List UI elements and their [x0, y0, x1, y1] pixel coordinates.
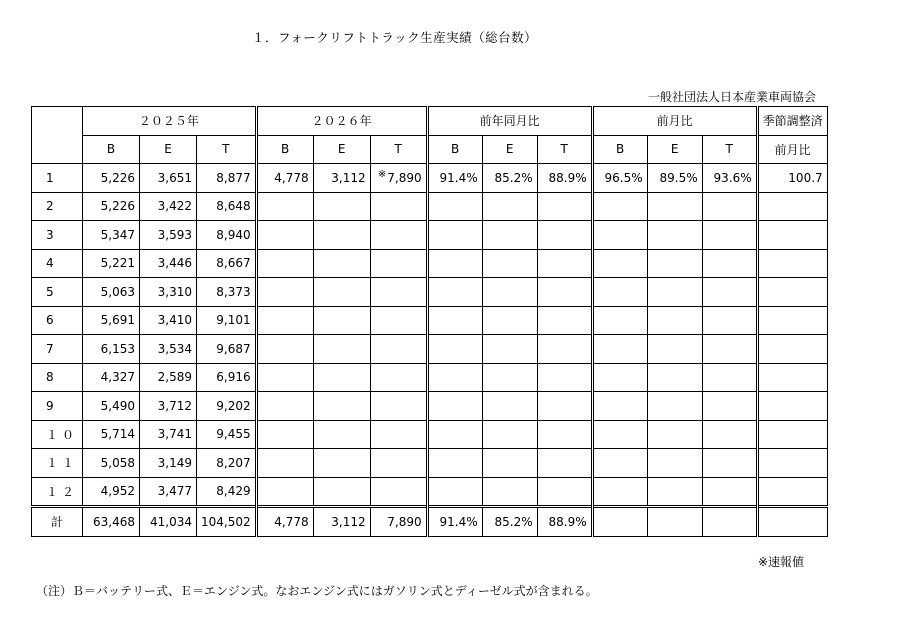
month-header-cell	[32, 107, 83, 164]
table-row	[32, 278, 828, 307]
value-2026-e	[313, 278, 370, 307]
col-header-t: T	[537, 135, 592, 164]
yoy-t	[537, 392, 592, 421]
value-2026-t	[370, 306, 427, 335]
value-2025-b: 4,327	[83, 363, 140, 392]
yoy-b	[427, 306, 482, 335]
col-header-b: B	[427, 135, 482, 164]
yoy-t	[537, 449, 592, 478]
table-row	[32, 192, 828, 221]
seasonal-mom	[757, 363, 827, 392]
value-2026-b	[256, 249, 313, 278]
value-2025-e: 2,589	[140, 363, 197, 392]
value-2025-e: 3,446	[140, 249, 197, 278]
value-2025-t: 8,877	[197, 164, 257, 193]
mom-e	[647, 278, 702, 307]
yoy-b	[427, 335, 482, 364]
mom-t	[702, 392, 757, 421]
mom-e	[647, 363, 702, 392]
mom-e	[647, 221, 702, 250]
value-2025-b: 5,063	[83, 278, 140, 307]
value-2026-b	[256, 278, 313, 307]
col-header-e: E	[647, 135, 702, 164]
month-cell: １０	[32, 420, 83, 449]
value-2026-b	[256, 363, 313, 392]
value-2026-b: 4,778	[256, 164, 313, 193]
value-2025-t: 8,940	[197, 221, 257, 250]
seasonal-mom	[757, 249, 827, 278]
col-header-t: T	[197, 135, 257, 164]
mom-b	[592, 335, 647, 364]
yoy-b	[427, 249, 482, 278]
value-2026-e	[313, 221, 370, 250]
yoy-b	[427, 449, 482, 478]
total-2025-t: 104,502	[197, 507, 257, 537]
yoy-t: 88.9%	[537, 164, 592, 193]
yoy-e	[482, 278, 537, 307]
value-2026-b	[256, 306, 313, 335]
value-2026-b	[256, 477, 313, 507]
yoy-b	[427, 278, 482, 307]
mom-t	[702, 363, 757, 392]
value-2025-e: 3,651	[140, 164, 197, 193]
value-2026-e	[313, 420, 370, 449]
col-header-b: B	[83, 135, 140, 164]
col-header-e: E	[313, 135, 370, 164]
total-mom-t	[702, 507, 757, 537]
mom-t	[702, 335, 757, 364]
value-2026-t	[370, 449, 427, 478]
yoy-e	[482, 449, 537, 478]
value-2025-b: 5,226	[83, 192, 140, 221]
yoy-e	[482, 249, 537, 278]
value-2026-b	[256, 192, 313, 221]
mom-b	[592, 477, 647, 507]
col-header-b: B	[592, 135, 647, 164]
seasonal-mom	[757, 335, 827, 364]
month-cell: 1	[32, 164, 83, 193]
value-2025-b: 5,714	[83, 420, 140, 449]
seasonal-mom	[757, 477, 827, 507]
col-header-t: T	[702, 135, 757, 164]
value-2026-e: 3,112	[313, 164, 370, 193]
seasonal-header-top: 季節調整済	[757, 107, 827, 136]
value-2026-t	[370, 192, 427, 221]
total-mom-b	[592, 507, 647, 537]
yoy-t	[537, 249, 592, 278]
mom-header: 前月比	[592, 107, 757, 136]
table-row	[32, 306, 828, 335]
yoy-t	[537, 278, 592, 307]
month-cell: 4	[32, 249, 83, 278]
yoy-e: 85.2%	[482, 164, 537, 193]
total-seasonal	[757, 507, 827, 537]
footnote: （注）Ｂ＝バッテリー式、Ｅ＝エンジン式。なおエンジン式にはガソリン式とディーゼル式が含まれる。	[36, 584, 598, 598]
mom-b	[592, 420, 647, 449]
mom-t	[702, 477, 757, 507]
yoy-e	[482, 363, 537, 392]
month-cell: 6	[32, 306, 83, 335]
seasonal-mom	[757, 449, 827, 478]
yoy-e	[482, 420, 537, 449]
preliminary-mark: ※	[377, 168, 387, 180]
yoy-t	[537, 420, 592, 449]
mom-e	[647, 306, 702, 335]
seasonal-header-bottom: 前月比	[757, 135, 827, 164]
value-2026-t	[370, 477, 427, 507]
value-2026-e	[313, 477, 370, 507]
year-2026-header: ２０２６年	[256, 107, 427, 136]
mom-b	[592, 392, 647, 421]
year-2025-header: ２０２５年	[83, 107, 257, 136]
yoy-e	[482, 477, 537, 507]
month-cell: １１	[32, 449, 83, 478]
value-2025-t: 8,667	[197, 249, 257, 278]
mom-b	[592, 363, 647, 392]
seasonal-mom	[757, 221, 827, 250]
value-2026-e	[313, 449, 370, 478]
value-2025-b: 4,952	[83, 477, 140, 507]
value-2025-e: 3,712	[140, 392, 197, 421]
value-2026-b	[256, 221, 313, 250]
total-yoy-t: 88.9%	[537, 507, 592, 537]
yoy-e	[482, 392, 537, 421]
yoy-t	[537, 335, 592, 364]
table-row	[32, 363, 828, 392]
value-2025-b: 5,226	[83, 164, 140, 193]
value-2025-b: 5,347	[83, 221, 140, 250]
value-2025-t: 9,455	[197, 420, 257, 449]
mom-e	[647, 449, 702, 478]
table-row	[32, 420, 828, 449]
table-row	[32, 249, 828, 278]
value-2025-b: 6,153	[83, 335, 140, 364]
mom-e	[647, 335, 702, 364]
col-header-e: E	[140, 135, 197, 164]
yoy-t	[537, 363, 592, 392]
total-2026-t: 7,890	[370, 507, 427, 537]
total-2026-e: 3,112	[313, 507, 370, 537]
mom-t	[702, 278, 757, 307]
value-2026-t	[370, 392, 427, 421]
col-header-t: T	[370, 135, 427, 164]
month-cell: 9	[32, 392, 83, 421]
value-2025-t: 8,648	[197, 192, 257, 221]
yoy-b	[427, 392, 482, 421]
mom-e: 89.5%	[647, 164, 702, 193]
mom-b	[592, 192, 647, 221]
value-2026-t	[370, 164, 427, 193]
month-cell: １２	[32, 477, 83, 507]
value-2026-e	[313, 335, 370, 364]
yoy-b	[427, 477, 482, 507]
seasonal-mom	[757, 420, 827, 449]
mom-e	[647, 420, 702, 449]
yoy-t	[537, 221, 592, 250]
value-2026-t	[370, 335, 427, 364]
mom-t: 93.6%	[702, 164, 757, 193]
mom-t	[702, 449, 757, 478]
mom-b	[592, 278, 647, 307]
value-2026-e	[313, 363, 370, 392]
yoy-header: 前年同月比	[427, 107, 592, 136]
seasonal-mom	[757, 278, 827, 307]
table-row	[32, 335, 828, 364]
mom-e	[647, 477, 702, 507]
seasonal-mom	[757, 392, 827, 421]
seasonal-mom: 100.7	[757, 164, 827, 193]
col-header-b: B	[256, 135, 313, 164]
total-2025-b: 63,468	[83, 507, 140, 537]
value-2025-e: 3,534	[140, 335, 197, 364]
table-row	[32, 164, 828, 193]
mom-t	[702, 221, 757, 250]
value-2026-t	[370, 249, 427, 278]
month-cell: 5	[32, 278, 83, 307]
value-2025-b: 5,058	[83, 449, 140, 478]
total-row	[32, 507, 828, 537]
value-2025-e: 3,741	[140, 420, 197, 449]
yoy-b	[427, 192, 482, 221]
value-2026-t	[370, 221, 427, 250]
value-2026-t	[370, 363, 427, 392]
total-mom-e	[647, 507, 702, 537]
value-2025-e: 3,149	[140, 449, 197, 478]
yoy-b	[427, 221, 482, 250]
total-label: 計	[32, 507, 83, 537]
value-2026-e	[313, 306, 370, 335]
yoy-e	[482, 192, 537, 221]
total-2025-e: 41,034	[140, 507, 197, 537]
value-2025-e: 3,593	[140, 221, 197, 250]
value-2025-e: 3,477	[140, 477, 197, 507]
mom-t	[702, 420, 757, 449]
value-2026-e	[313, 249, 370, 278]
mom-b	[592, 221, 647, 250]
total-yoy-e: 85.2%	[482, 507, 537, 537]
preliminary-note: ※速報値	[757, 555, 804, 569]
production-table	[31, 106, 828, 537]
value-2026-b	[256, 335, 313, 364]
value-2025-b: 5,221	[83, 249, 140, 278]
yoy-t	[537, 306, 592, 335]
value-2025-t: 6,916	[197, 363, 257, 392]
mom-t	[702, 306, 757, 335]
col-header-e: E	[482, 135, 537, 164]
mom-e	[647, 392, 702, 421]
mom-e	[647, 192, 702, 221]
yoy-t	[537, 192, 592, 221]
value-2026-b	[256, 449, 313, 478]
header-row-1	[32, 107, 828, 136]
value-2026-t	[370, 420, 427, 449]
mom-b	[592, 249, 647, 278]
seasonal-mom	[757, 192, 827, 221]
value-2026-b	[256, 392, 313, 421]
value-2025-b: 5,490	[83, 392, 140, 421]
value-2026-e	[313, 192, 370, 221]
mom-t	[702, 249, 757, 278]
header-row-2	[32, 135, 828, 164]
value-2025-e: 3,410	[140, 306, 197, 335]
month-cell: 3	[32, 221, 83, 250]
mom-e	[647, 249, 702, 278]
mom-t	[702, 192, 757, 221]
value-2025-t: 9,101	[197, 306, 257, 335]
value-2025-b: 5,691	[83, 306, 140, 335]
yoy-e	[482, 306, 537, 335]
value-2026-t	[370, 278, 427, 307]
yoy-b: 91.4%	[427, 164, 482, 193]
value-2025-t: 9,202	[197, 392, 257, 421]
month-cell: 2	[32, 192, 83, 221]
month-cell: 8	[32, 363, 83, 392]
total-yoy-b: 91.4%	[427, 507, 482, 537]
value-2025-e: 3,422	[140, 192, 197, 221]
organization-name: 一般社団法人日本産業車両協会	[647, 90, 816, 104]
table-row	[32, 449, 828, 478]
yoy-b	[427, 363, 482, 392]
table-row	[32, 392, 828, 421]
yoy-e	[482, 221, 537, 250]
total-2026-b: 4,778	[256, 507, 313, 537]
value-2025-t: 9,687	[197, 335, 257, 364]
value-2025-t: 8,429	[197, 477, 257, 507]
month-cell: 7	[32, 335, 83, 364]
table-row	[32, 477, 828, 507]
yoy-t	[537, 477, 592, 507]
seasonal-mom	[757, 306, 827, 335]
page-title: １．フォークリフトトラック生産実績（総台数）	[252, 30, 538, 45]
value-2025-t: 8,373	[197, 278, 257, 307]
mom-b	[592, 306, 647, 335]
mom-b	[592, 449, 647, 478]
value-2026-b	[256, 420, 313, 449]
value-2025-e: 3,310	[140, 278, 197, 307]
mom-b: 96.5%	[592, 164, 647, 193]
value-2026-e	[313, 392, 370, 421]
value-text: 7,890	[387, 170, 422, 185]
table-row	[32, 221, 828, 250]
yoy-e	[482, 335, 537, 364]
value-2025-t: 8,207	[197, 449, 257, 478]
yoy-b	[427, 420, 482, 449]
